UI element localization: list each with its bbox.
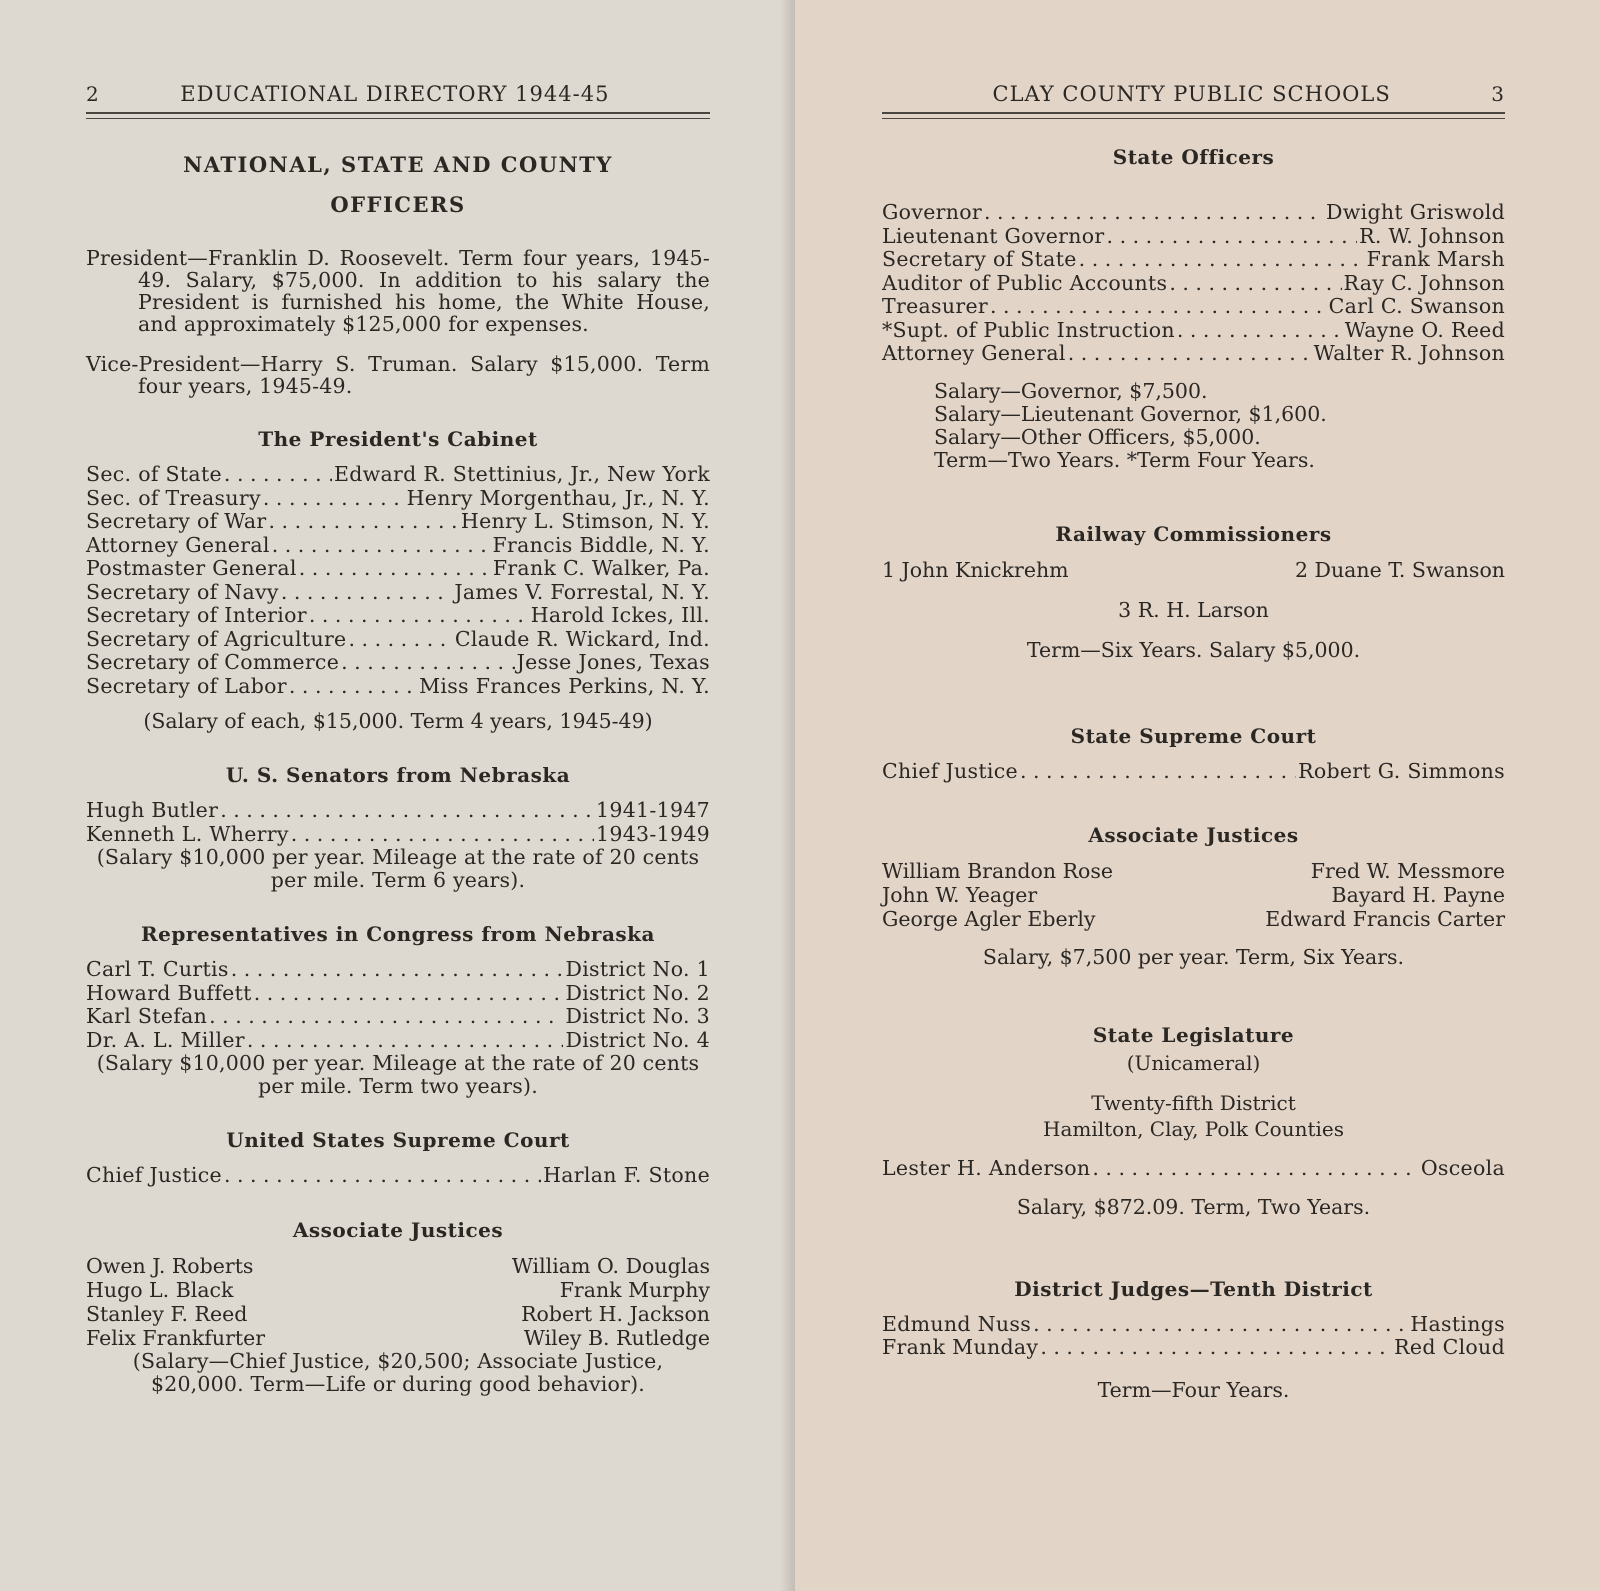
right-page-content: [882, 82, 1505, 1402]
chief-justice-name: Robert G. Simmons: [1298, 758, 1505, 783]
representative-name: Dr. A. L. Miller: [86, 1027, 245, 1052]
running-head-title: EDUCATIONAL DIRECTORY 1944-45: [180, 82, 610, 106]
representative-row: [86, 982, 710, 1006]
state-supreme-court-heading: State Supreme Court: [1070, 723, 1317, 748]
page-title-2: OFFICERS: [330, 192, 466, 217]
representative-row: [86, 1029, 710, 1053]
chief-justice-name: Harlan F. Stone: [543, 1163, 710, 1187]
justice-name: Stanley F. Reed: [86, 1301, 248, 1326]
senator-name: Hugh Butler: [86, 798, 219, 822]
representative-row: [86, 958, 710, 982]
district: District No. 1: [565, 957, 710, 981]
cabinet-note: (Salary of each, $15,000. Term 4 years, 1945-49): [143, 709, 653, 733]
state-officer-row: [882, 295, 1505, 319]
judge-row: [882, 1336, 1505, 1360]
legislature-type: (Unicameral): [1126, 1051, 1261, 1075]
senator-name: Kenneth L. Wherry: [86, 821, 289, 846]
state-term-note: Term—Two Years. *Term Four Years.: [934, 447, 1315, 472]
judge-row: [882, 1313, 1505, 1337]
right-running-head: [882, 82, 1505, 114]
legislator-name: Lester H. Anderson: [882, 1156, 1091, 1180]
judge-name: Edmund Nuss: [882, 1311, 1032, 1336]
office: Secretary of State: [882, 247, 1077, 271]
us-supreme-court-heading: United States Supreme Court: [226, 1128, 570, 1152]
justice-name: Frank Murphy: [559, 1277, 710, 1302]
officer-name: James V. Forrestal, N. Y.: [454, 579, 710, 604]
office: Sec. of Treasury: [86, 485, 261, 510]
representative-name: Carl T. Curtis: [86, 957, 229, 981]
chief-justice-label: Chief Justice: [882, 758, 1018, 783]
page-title: NATIONAL, STATE AND COUNTY: [183, 152, 613, 177]
cabinet-list: [86, 463, 710, 698]
legislature-note: Salary, $872.09. Term, Two Years.: [1016, 1194, 1371, 1219]
officer-name: R. W. Johnson: [1359, 223, 1505, 248]
railway-note: Term—Six Years. Salary $5,000.: [1026, 637, 1361, 662]
page-number: 3: [1491, 82, 1505, 106]
state-officers-heading: State Officers: [1112, 145, 1275, 169]
head-rule: [882, 114, 1505, 119]
railway-commissioners: [882, 558, 1505, 582]
left-running-head: [86, 82, 710, 114]
representative-name: Karl Stefan: [86, 1004, 208, 1028]
senators-note: (Salary $10,000 per year. Mileage at the rate of 20 cents per mile. Term 6 years).: [96, 845, 700, 892]
state-associate-justices-list: [882, 859, 1505, 931]
office: Treasurer: [882, 294, 988, 318]
state-salary-note: Salary—Governor, $7,500.: [934, 378, 1208, 403]
officer-name: Ray C. Johnson: [1343, 270, 1505, 295]
state-officer-row: [882, 272, 1505, 296]
representatives-heading: Representatives in Congress from Nebraska: [140, 922, 655, 946]
office: Secretary of Labor: [86, 673, 287, 698]
office: Secretary of Commerce: [86, 650, 340, 674]
state-officer-row: [882, 248, 1505, 272]
running-head-title: CLAY COUNTY PUBLIC SCHOOLS: [992, 82, 1391, 106]
legislative-counties: Hamilton, Clay, Polk Counties: [1043, 1117, 1344, 1141]
justice-name: George Agler Eberly: [882, 907, 1096, 931]
judge-town: Hastings: [1410, 1311, 1505, 1336]
representative-name: Howard Buffett: [86, 980, 252, 1005]
cabinet-row: [86, 651, 710, 675]
justice-name: William Brandon Rose: [882, 859, 1114, 883]
district-judges-heading: District Judges—Tenth District: [1014, 1276, 1373, 1301]
associate-justices-heading: Associate Justices: [292, 1217, 504, 1242]
chief-justice-label: Chief Justice: [86, 1163, 222, 1187]
officer-name: Claude R. Wickard, Ind.: [454, 626, 710, 651]
district: District No. 4: [565, 1027, 710, 1052]
officer-name: Francis Biddle, N. Y.: [492, 532, 710, 557]
justice-name: John W. Yeager: [882, 883, 1038, 907]
vice-president-entry: Vice-President—Harry S. Truman. Salary $15,000. Term four years, 1945-49.: [86, 352, 710, 398]
cabinet-row: [86, 534, 710, 558]
office: Postmaster General: [86, 556, 297, 580]
chief-justice-row: [86, 1164, 710, 1188]
commissioner-name: 2 Duane T. Swanson: [1294, 557, 1505, 582]
state-officer-row: [882, 319, 1505, 343]
commissioner-name: 1 John Knickrehm: [882, 557, 1069, 582]
district-judges-note: Term—Four Years.: [1097, 1377, 1290, 1402]
state-supreme-note: Salary, $7,500 per year. Term, Six Years.: [982, 945, 1405, 969]
left-page-content: [86, 82, 710, 1396]
cabinet-heading: The President's Cabinet: [258, 427, 538, 451]
justice-name: Wiley B. Rutledge: [523, 1325, 710, 1350]
office: Sec. of State: [86, 462, 222, 486]
officer-name: Dwight Griswold: [1326, 200, 1505, 224]
office: Governor: [882, 200, 982, 224]
officer-name: Walter R. Johnson: [1313, 341, 1505, 365]
justices-column-left: [86, 1254, 265, 1350]
district: District No. 2: [565, 980, 710, 1005]
page-number: 2: [86, 82, 100, 106]
left-page: [0, 0, 795, 1591]
senator-row: [86, 823, 710, 847]
office: Secretary of War: [86, 509, 267, 533]
state-associate-justices-heading: Associate Justices: [1088, 823, 1299, 847]
chief-justice-row: [882, 760, 1505, 784]
officer-name: Edward R. Stettinius, Jr., New York: [334, 462, 710, 486]
associate-justices-list: [86, 1254, 710, 1350]
officer-name: Harold Ickes, Ill.: [530, 603, 710, 627]
state-officer-row: [882, 342, 1505, 366]
justice-name: Bayard H. Payne: [1331, 883, 1505, 907]
justice-name: William O. Douglas: [511, 1253, 710, 1278]
cabinet-row: [86, 487, 710, 511]
cabinet-row: [86, 510, 710, 534]
legislator-row: [882, 1157, 1505, 1181]
justice-name: Fred W. Messmore: [1310, 859, 1505, 883]
state-salary-note: Salary—Other Officers, $5,000.: [934, 424, 1261, 449]
officer-name: Miss Frances Perkins, N. Y.: [419, 673, 710, 698]
senator-row: [86, 799, 710, 823]
justices-column-right: [512, 1254, 710, 1350]
head-rule: [86, 114, 710, 119]
justice-name: Hugo L. Black: [86, 1277, 234, 1302]
senator-term: 1941-1947: [596, 798, 710, 822]
judge-name: Frank Munday: [882, 1335, 1039, 1359]
office: *Supt. of Public Instruction: [882, 317, 1175, 342]
office: Secretary of Interior: [86, 603, 307, 627]
office: Attorney General: [86, 532, 270, 557]
officer-name: Frank C. Walker, Pa.: [492, 556, 710, 580]
representative-row: [86, 1005, 710, 1029]
officer-name: Frank Marsh: [1366, 247, 1505, 271]
representatives-note: (Salary $10,000 per year. Mileage at the rate of 20 cents per mile. Term two years).: [96, 1051, 700, 1098]
cabinet-row: [86, 675, 710, 699]
supreme-court-note: (Salary—Chief Justice, $20,500; Associate Justice, $20,000. Term—Life or during good behavior).: [132, 1348, 664, 1396]
legislature-heading: State Legislature: [1092, 1023, 1295, 1047]
officer-name: Jesse Jones, Texas: [516, 650, 710, 674]
district: District No. 3: [565, 1004, 710, 1028]
justice-name: Felix Frankfurter: [86, 1325, 266, 1350]
justice-name: Robert H. Jackson: [521, 1301, 710, 1326]
cabinet-row: [86, 628, 710, 652]
office: Lieutenant Governor: [882, 223, 1105, 248]
justice-name: Edward Francis Carter: [1265, 907, 1505, 931]
officer-name: Henry L. Stimson, N. Y.: [460, 509, 710, 533]
judge-town: Red Cloud: [1394, 1335, 1505, 1359]
legislator-town: Osceola: [1420, 1156, 1505, 1180]
office: Secretary of Navy: [86, 579, 279, 604]
cabinet-row: [86, 557, 710, 581]
state-officer-row: [882, 201, 1505, 225]
senator-term: 1943-1949: [596, 821, 710, 846]
senators-heading: U. S. Senators from Nebraska: [225, 763, 571, 787]
office: Attorney General: [882, 341, 1066, 365]
cabinet-row: [86, 581, 710, 605]
legislative-district: Twenty-fifth District: [1091, 1091, 1296, 1115]
justices-column-left: [882, 859, 1113, 931]
justice-name: Owen J. Roberts: [86, 1253, 254, 1278]
office: Auditor of Public Accounts: [882, 270, 1168, 295]
officer-name: Henry Morgenthau, Jr., N. Y.: [406, 485, 710, 510]
officer-name: Wayne O. Reed: [1344, 317, 1505, 342]
railway-heading: Railway Commissioners: [1055, 521, 1332, 546]
cabinet-row: [86, 604, 710, 628]
office: Secretary of Agriculture: [86, 626, 347, 651]
president-entry: President—Franklin D. Roosevelt. Term four years, 1945-49. Salary, $75,000. In addition to his salary the President is furnished his home, the White House, and approximately $125,000 for expenses.: [86, 246, 710, 336]
officer-name: Carl C. Swanson: [1328, 294, 1505, 318]
state-officer-row: [882, 225, 1505, 249]
state-salary-note: Salary—Lieutenant Governor, $1,600.: [934, 401, 1327, 426]
cabinet-row: [86, 463, 710, 487]
commissioner-name: 3 R. H. Larson: [1118, 597, 1269, 622]
justices-column-right: [1265, 859, 1505, 931]
